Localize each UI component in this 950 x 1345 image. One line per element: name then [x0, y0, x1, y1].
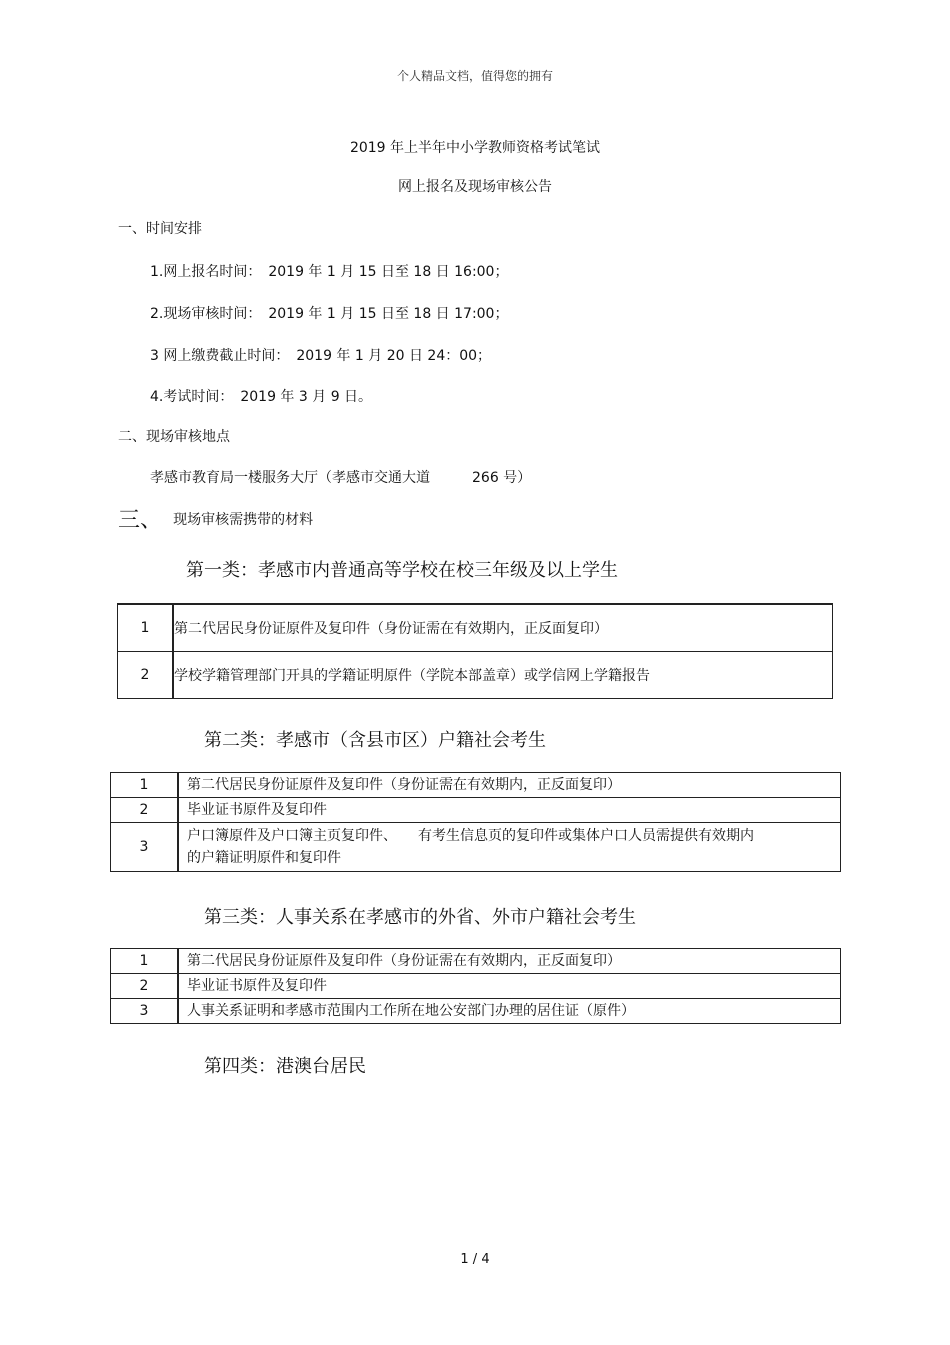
category1-table — [117, 603, 833, 699]
schedule-item-3: 3 网上缴费截止时间： 2019 年 1 月 20 日 24：00； — [150, 348, 492, 364]
row-text: 第二代居民身份证原件及复印件（身份证需在有效期内，正反面复印） — [173, 604, 833, 652]
row-number: 3 — [111, 999, 179, 1024]
table-row — [111, 974, 841, 999]
section3-text: 现场审核需携带的材料 — [173, 512, 314, 528]
table-row — [118, 604, 833, 652]
section3-heading — [118, 503, 313, 534]
doc-title-line2: 网上报名及现场审核公告 — [398, 179, 552, 195]
page-header: 个人精品文档，值得您的拥有 — [396, 69, 553, 83]
row-number: 2 — [118, 652, 174, 699]
row-text: 第二代居民身份证原件及复印件（身份证需在有效期内，正反面复印） — [178, 773, 841, 798]
row-number: 3 — [111, 823, 179, 872]
row-text: 毕业证书原件及复印件 — [178, 974, 841, 999]
table-row — [118, 652, 833, 699]
row-number: 2 — [111, 974, 179, 999]
table-row — [111, 823, 841, 872]
category3-title: 第三类：人事关系在孝感市的外省、外市户籍社会考生 — [204, 907, 636, 928]
row-text-multiline — [178, 823, 841, 872]
category4-title: 第四类：港澳台居民 — [204, 1056, 366, 1077]
row-number: 1 — [111, 773, 179, 798]
row-text: 人事关系证明和孝感市范围内工作所在地公安部门办理的居住证（原件） — [178, 999, 841, 1024]
doc-title-line1: 2019 年上半年中小学教师资格考试笔试 — [349, 140, 601, 156]
table-row — [111, 949, 841, 974]
row-text-line2: 的户籍证明原件和复印件 — [187, 850, 341, 866]
section3-number: 三、 — [118, 508, 163, 533]
category2-table — [110, 772, 841, 872]
row-text: 学校学籍管理部门开具的学籍证明原件（学院本部盖章）或学信网上学籍报告 — [173, 652, 833, 699]
table-row — [111, 999, 841, 1024]
table-row — [111, 798, 841, 823]
category2-title: 第二类：孝感市（含县市区）户籍社会考生 — [204, 730, 546, 751]
row-text-line1: 户口簿原件及户口簿主页复印件、 有考生信息页的复印件或集体户口人员需提供有效期内 — [187, 828, 754, 844]
row-number: 1 — [111, 949, 179, 974]
row-text: 毕业证书原件及复印件 — [178, 798, 841, 823]
row-text: 第二代居民身份证原件及复印件（身份证需在有效期内，正反面复印） — [178, 949, 841, 974]
schedule-item-2: 2.现场审核时间： 2019 年 1 月 15 日至 18 日 17:00； — [150, 306, 509, 322]
table-row — [111, 773, 841, 798]
category3-table — [110, 948, 841, 1024]
schedule-item-1: 1.网上报名时间： 2019 年 1 月 15 日至 18 日 16:00； — [150, 264, 509, 280]
schedule-item-4: 4.考试时间： 2019 年 3 月 9 日。 — [150, 389, 373, 405]
review-address: 孝感市教育局一楼服务大厅（孝感市交通大道 266 号） — [150, 470, 532, 486]
row-number: 2 — [111, 798, 179, 823]
section2-heading: 二、现场审核地点 — [118, 429, 230, 445]
section1-heading: 一、时间安排 — [118, 221, 202, 237]
page-number: 1 / 4 — [460, 1252, 490, 1267]
row-number: 1 — [118, 604, 174, 652]
category1-title: 第一类：孝感市内普通高等学校在校三年级及以上学生 — [186, 560, 618, 581]
